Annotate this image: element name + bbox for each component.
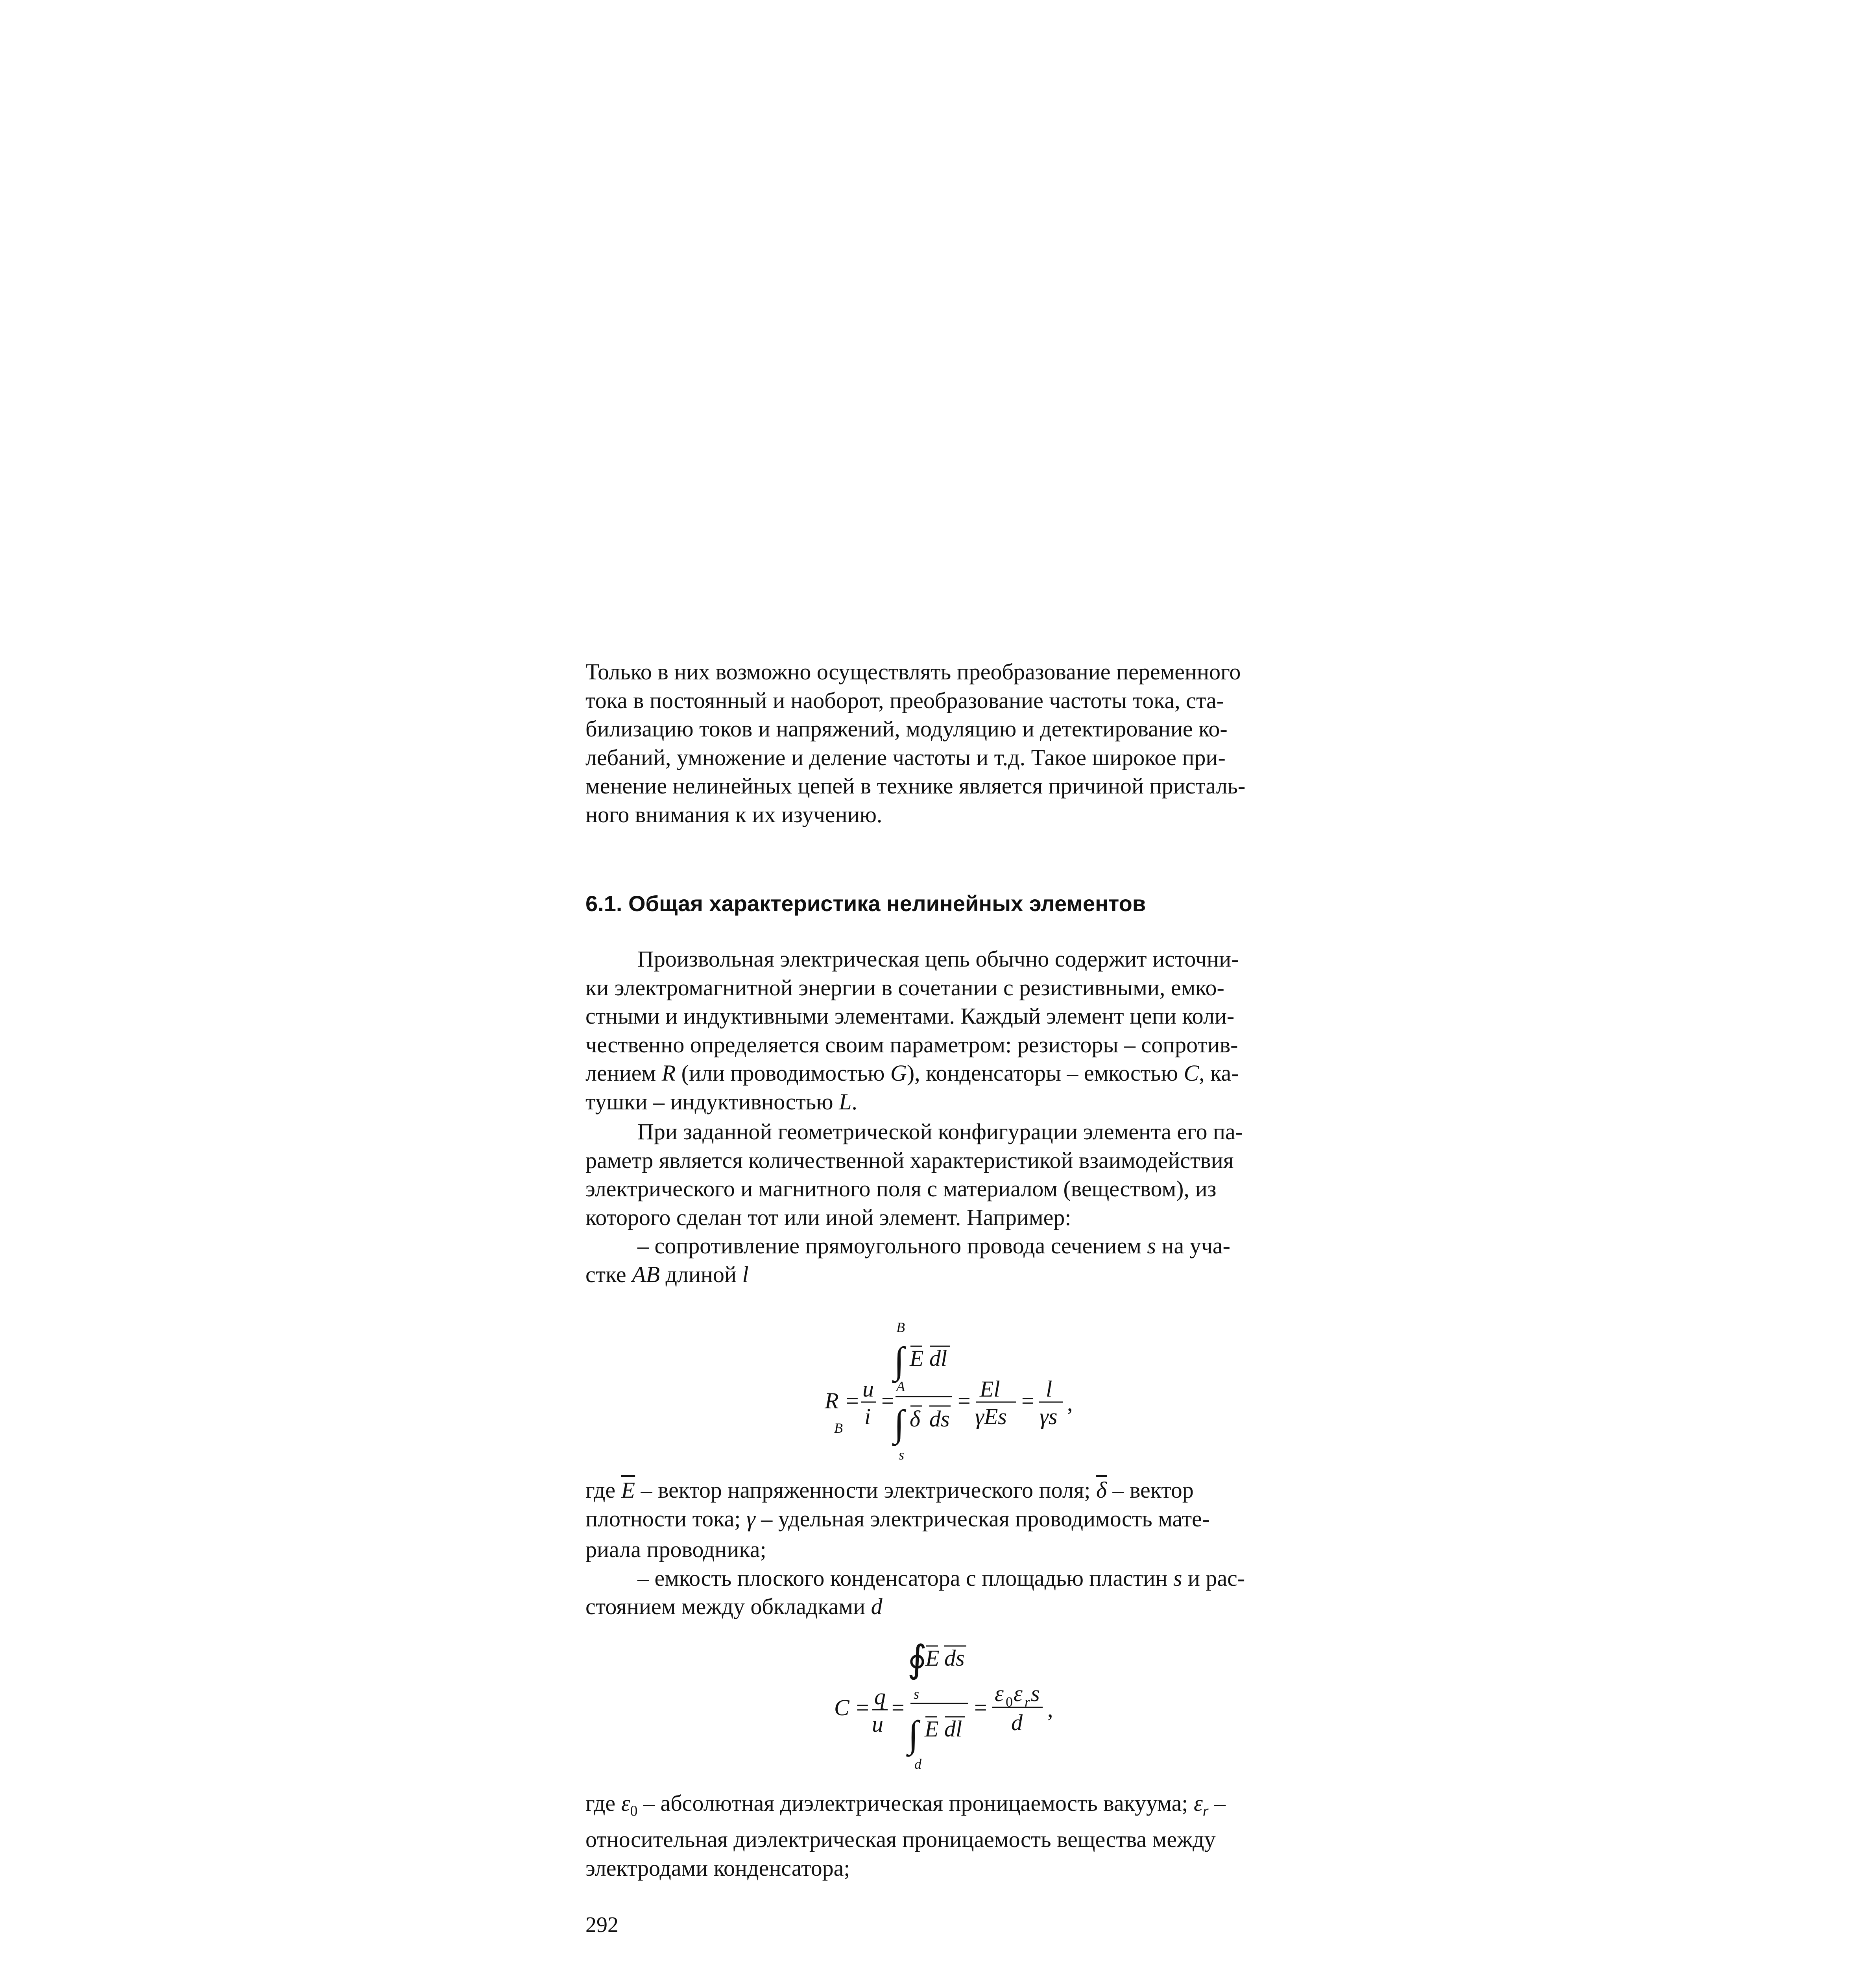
contour-integral-icon: ∮ [907,1638,927,1680]
where2-line: где $\varepsilon_0$ – абсолютная диэлектрическая проницаемость вакуума; $\varepsilon_r$ – [585,1790,1226,1819]
intro-paragraph [585,658,1355,829]
section-heading: 6.1. Общая характеристика нелинейных элементов [585,891,1146,916]
item-resistance-line: – сопротивление прямоугольного провода сечением s на уча- [637,1233,1230,1258]
integral-sign-icon: ∫ [894,1402,905,1444]
eq-El: El [980,1376,1000,1402]
eq-d: d [1011,1710,1023,1735]
eq-int-dist: d [914,1756,921,1772]
eq-q: q [874,1684,886,1709]
eq-E: E [910,1345,924,1371]
eq-eps0-sub: 0 [1006,1694,1013,1710]
eq-C: C [834,1695,849,1720]
eq-s: s [1031,1681,1040,1706]
intro-line: Только в них возможно осуществлять преобразование переменного [585,659,1241,685]
where1-line: риала проводника; [585,1537,766,1562]
eq-int-lower-A: A [896,1378,905,1394]
para2-line: При заданной геометрической конфигурации элемента его па- [637,1119,1243,1144]
integral-sign-icon: ∫ [908,1713,919,1755]
item-resistance-line: стке AB длиной l [585,1261,749,1287]
item-capacitance-line: – емкость плоского конденсатора с площадью пластин s и рас- [637,1565,1245,1591]
page-number: 292 [585,1913,619,1937]
equation-resistance [818,1318,1117,1467]
eq-R: R [825,1388,839,1413]
eq-epsr-sub: r [1025,1694,1030,1710]
where1-line: где $\overline{E}$ – вектор напряженности электрического поля; $\overline{\delta}$ – вектор [585,1477,1194,1503]
intro-line: лебаний, умножение и деление частоты и т.д. Такое широкое при- [585,744,1226,770]
intro-line: ного внимания к их изучению. [585,801,883,827]
eq-equals: = [1021,1388,1034,1413]
eq-E: E [925,1716,939,1742]
intro-line: билизацию токов и напряжений, модуляцию и детектирование ко- [585,716,1228,742]
eq-i: i [864,1404,871,1429]
eq-int-upper-B: B [896,1319,905,1335]
intro-line: тока в постоянный и наоборот, преобразование частоты тока, ста- [585,687,1224,713]
para1-line: чественно определяется своим параметром: резисторы – сопротив- [585,1031,1238,1057]
where1-line: плотности тока; γ – удельная электрическая проводимость мате- [585,1506,1210,1532]
para1-line: ки электромагнитной энергии в сочетании с резистивными, емко- [585,974,1224,1000]
eq-dl: dl [944,1716,962,1742]
eq-u: u [872,1711,883,1737]
para2-line: которого сделан тот или иной элемент. Например: [585,1204,1071,1230]
eq-comma: , [1047,1696,1053,1722]
where2-line: электродами конденсатора; [585,1855,850,1881]
intro-line: менение нелинейных цепей в технике является причиной присталь- [585,773,1246,799]
para1-line: тушки – индуктивностью L. [585,1089,857,1115]
where2-line: относительная диэлектрическая проницаемость вещества между [585,1827,1216,1853]
eq-l: l [1046,1376,1052,1402]
item-capacitance-line: стоянием между обкладками d [585,1594,883,1619]
para1-line: стными и индуктивными элементами. Каждый элемент цепи коли- [585,1003,1235,1029]
eq-comma: , [1067,1390,1073,1416]
para2-line: электрического и магнитного поля с материалом (веществом), из [585,1176,1217,1201]
eq-dl: dl [929,1345,947,1371]
eq-u: u [862,1376,874,1402]
eq-delta: δ [910,1406,920,1432]
eq-eps0: ε [995,1681,1004,1706]
where-capacitance [585,1789,1355,1882]
eq-equals: = [856,1695,869,1720]
eq-equals: = [958,1388,971,1413]
eq-equals: = [881,1388,894,1413]
para2-line: раметр является количественной характеристикой взаимодействия [585,1147,1234,1173]
eq-gEs: γEs [975,1404,1007,1429]
eq-epsr: ε [1014,1681,1023,1706]
eq-equals: = [974,1695,987,1720]
eq-int-surface: s [899,1447,905,1463]
where-resistance [585,1476,1355,1621]
eq-gs: γs [1040,1404,1058,1429]
para1-line: лением R (или проводимостью G), конденсаторы – емкостью C, ка- [585,1060,1239,1086]
eq-upper-limit: B [834,1420,843,1436]
eq-equals: = [892,1695,905,1720]
equation-capacitance [830,1633,1113,1778]
eq-E: E [925,1645,940,1671]
integral-sign-icon: ∫ [894,1339,905,1381]
eq-equals: = [846,1388,859,1413]
eq-ds: ds [944,1645,965,1671]
para1-line: Произвольная электрическая цепь обычно содержит источни- [637,946,1239,972]
eq-int-surface: s [914,1686,920,1702]
eq-ds: ds [929,1406,950,1432]
paragraph-elements [585,945,1355,1289]
